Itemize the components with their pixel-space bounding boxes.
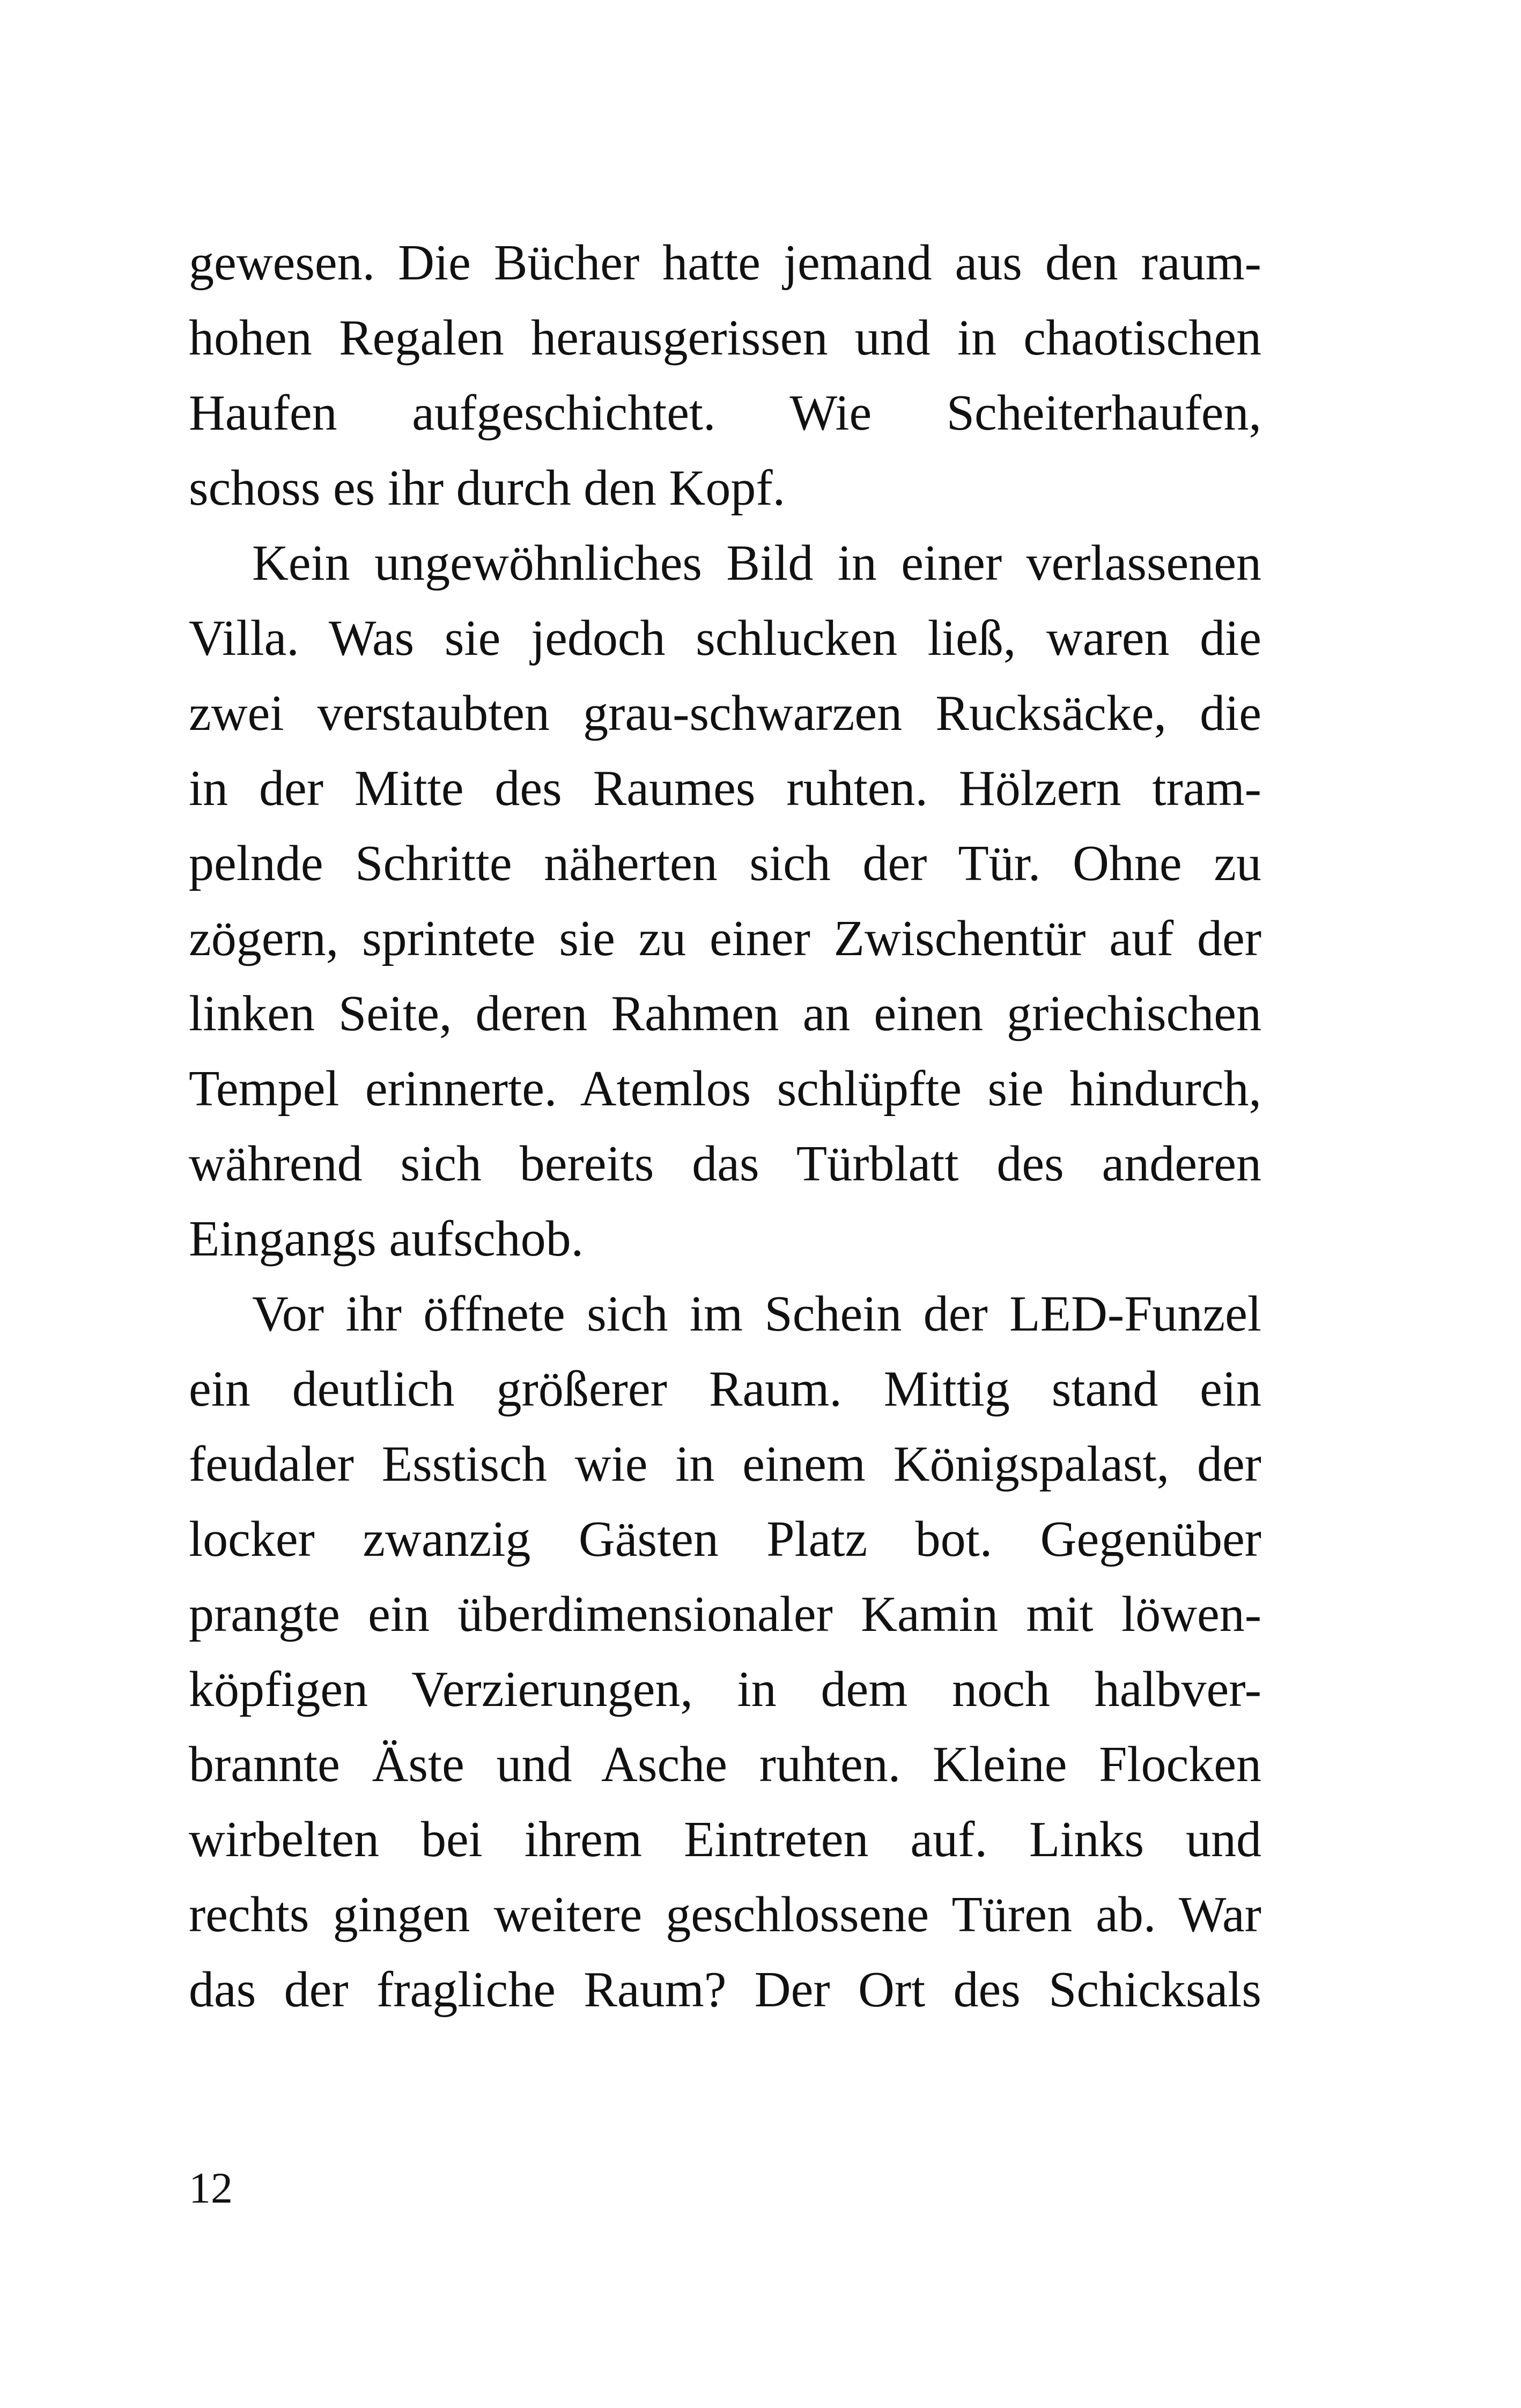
page-number: 12	[189, 2163, 233, 2212]
body-text	[189, 225, 1261, 2027]
text-line: linken Seite, deren Rahmen an einen griechischen	[189, 986, 1261, 1042]
text-line: prangte ein überdimensionaler Kamin mit löwen-	[189, 1586, 1261, 1642]
text-line: hohen Regalen herausgerissen und in chaotischen	[189, 310, 1261, 366]
text-line: das der fragliche Raum? Der Ort des Schicksals	[189, 1962, 1261, 2018]
text-line: ein deutlich größerer Raum. Mittig stand ein	[189, 1361, 1261, 1417]
text-line: zögern, sprintete sie zu einer Zwischentür auf der	[189, 911, 1261, 966]
text-line: zwei verstaubten grau-schwarzen Rucksäcke, die	[189, 685, 1261, 741]
text-line: gewesen. Die Bücher hatte jemand aus den raum-	[189, 235, 1261, 291]
text-line: Villa. Was sie jedoch schlucken ließ, waren die	[189, 610, 1261, 666]
text-line: Tempel erinnerte. Atemlos schlüpfte sie hindurch,	[189, 1061, 1261, 1117]
text-line: schoss es ihr durch den Kopf.	[189, 460, 786, 516]
text-line: Eingangs aufschob.	[189, 1211, 584, 1267]
text-line: wirbelten bei ihrem Eintreten auf. Links und	[189, 1812, 1261, 1867]
text-line: Kein ungewöhnliches Bild in einer verlassenen	[252, 535, 1261, 591]
text-line: Haufen aufgeschichtet. Wie Scheiterhaufen,	[189, 385, 1261, 441]
text-line: locker zwanzig Gästen Platz bot. Gegenüber	[189, 1511, 1261, 1567]
text-line: in der Mitte des Raumes ruhten. Hölzern tram-	[189, 760, 1261, 816]
text-line: köpfigen Verzierungen, in dem noch halbver-	[189, 1661, 1261, 1717]
text-line: Vor ihr öffnete sich im Schein der LED-Funzel	[252, 1286, 1261, 1342]
text-line: brannte Äste und Asche ruhten. Kleine Flocken	[189, 1737, 1261, 1792]
text-line: feudaler Esstisch wie in einem Königspalast, der	[189, 1436, 1261, 1492]
text-line: rechts gingen weitere geschlossene Türen ab. War	[189, 1887, 1261, 1942]
text-line: pelnde Schritte näherten sich der Tür. Ohne zu	[189, 836, 1261, 891]
text-line: während sich bereits das Türblatt des anderen	[189, 1136, 1261, 1192]
